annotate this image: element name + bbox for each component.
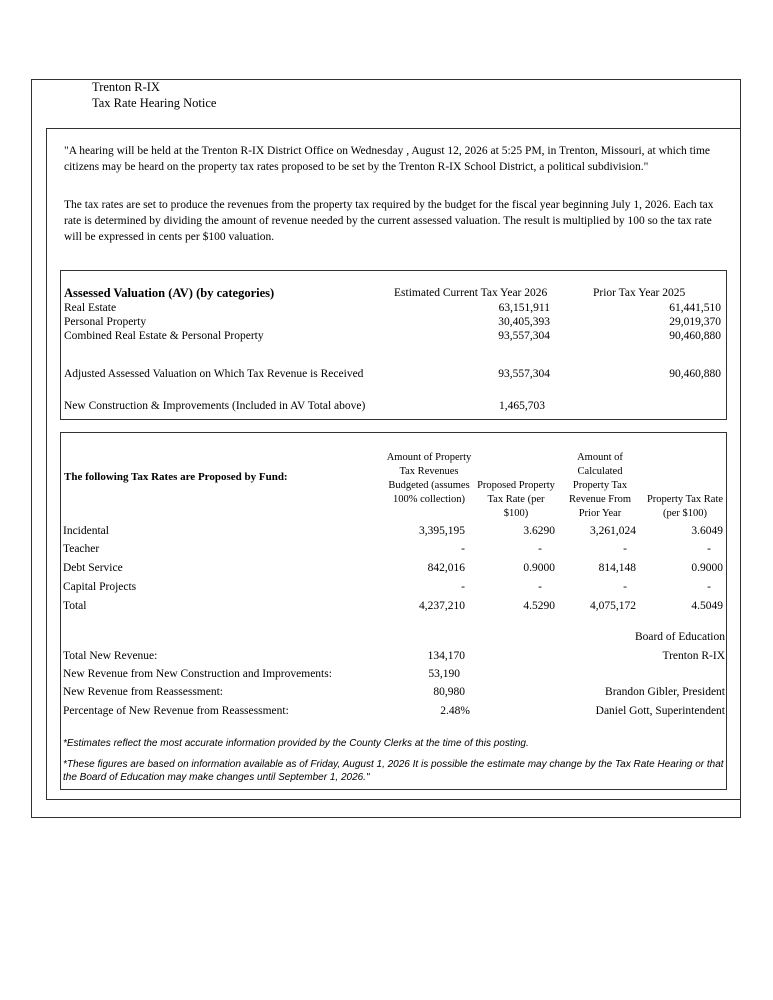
adjusted-av-prior: 90,460,880 xyxy=(669,368,721,380)
rates-heading: The following Tax Rates are Proposed by Fund: xyxy=(64,471,288,483)
valuation-heading: Assessed Valuation (AV) (by categories) xyxy=(64,286,275,300)
adjusted-av-current: 93,557,304 xyxy=(498,368,550,380)
board-superintendent: Daniel Gott, Superintendent xyxy=(595,705,725,717)
valuation-row-prior: 90,460,880 xyxy=(669,330,721,342)
revenue-value: 53,190 xyxy=(428,668,460,680)
fund-budgeted: 3,395,195 xyxy=(419,525,465,537)
fund-prior-revenue: 814,148 xyxy=(598,562,636,574)
revenue-value: 2.48% xyxy=(440,705,470,717)
fund-prior-revenue: 3,261,024 xyxy=(590,525,636,537)
board-name: Board of Education xyxy=(634,631,725,643)
district-name: Trenton R-IX xyxy=(92,80,160,94)
fund-budgeted: 4,237,210 xyxy=(419,600,465,612)
fund-name: Debt Service xyxy=(63,562,123,574)
valuation-row-label: Real Estate xyxy=(64,302,117,314)
fund-name: Total xyxy=(63,600,87,612)
fund-name: Capital Projects xyxy=(63,581,137,593)
board-president: Brandon Gibler, President xyxy=(605,686,725,698)
revenue-label: New Revenue from New Construction and Improvements: xyxy=(63,668,332,680)
valuation-row-current: 63,151,911 xyxy=(498,302,550,314)
fund-budgeted: 842,016 xyxy=(427,562,465,574)
notice-title: Tax Rate Hearing Notice xyxy=(92,96,217,110)
board-district: Trenton R-IX xyxy=(662,650,725,662)
valuation-row-label: Personal Property xyxy=(64,316,147,328)
rates-paragraph: The tax rates are set to produce the revenues from the property tax required by the budget for the fiscal year beginning July 1, 2026. Each tax rate is determined by dividing the amount of revenue needed by the current assessed valuation. The result is multiplied by 100 so the tax rate will be expressed in cents per $100 valuation. xyxy=(64,199,714,243)
fund-budgeted: - xyxy=(461,543,465,555)
valuation-col-prior: Prior Tax Year 2025 xyxy=(593,287,686,299)
valuation-row-prior: 29,019,370 xyxy=(669,316,721,328)
valuation-row-prior: 61,441,510 xyxy=(669,302,721,314)
rates-col-prior-rate: Property Tax Rate (per $100) xyxy=(646,494,724,519)
fund-prior-rate: 4.5049 xyxy=(691,600,723,612)
rates-col-budgeted: Amount of Property Tax Revenues Budgeted (assumes 100% collection) xyxy=(386,452,472,505)
valuation-row-current: 93,557,304 xyxy=(498,330,550,342)
fund-prior-rate: 3.6049 xyxy=(691,525,723,537)
rates-col-proposed: Proposed Property Tax Rate (per $100) xyxy=(477,480,555,519)
fund-proposed-rate: - xyxy=(538,581,542,593)
hearing-paragraph: "A hearing will be held at the Trenton R-IX District Office on Wednesday , August 12, 2026 at 5:25 PM, in Trenton, Missouri, at which time citizens may be heard on the property tax rates proposed to be set by the Trenton R-IX School District, a political subdivision." xyxy=(64,145,711,173)
new-construction-current: 1,465,703 xyxy=(499,400,545,412)
fund-prior-revenue: - xyxy=(623,581,627,593)
valuation-row-current: 30,405,393 xyxy=(498,316,550,328)
fund-prior-rate: - xyxy=(707,543,711,555)
rates-col-prior-revenue: Amount of Calculated Property Tax Revenue From Prior Year xyxy=(568,452,632,519)
new-construction-label: New Construction & Improvements (Included in AV Total above) xyxy=(64,400,366,412)
fund-name: Incidental xyxy=(63,525,109,537)
fund-budgeted: - xyxy=(461,581,465,593)
fund-proposed-rate: 4.5290 xyxy=(523,600,555,612)
fund-prior-revenue: - xyxy=(623,543,627,555)
figures-note: *These figures are based on information available as of Friday, August 1, 2026 It is possible the estimate may change by the Tax Rate Hearing or that the Board of Education may make changes until September 1, 2026." xyxy=(63,759,724,783)
valuation-row-label: Combined Real Estate & Personal Property xyxy=(64,330,264,342)
fund-proposed-rate: 3.6290 xyxy=(523,525,555,537)
valuation-col-current: Estimated Current Tax Year 2026 xyxy=(394,287,548,299)
revenue-label: Percentage of New Revenue from Reassessment: xyxy=(63,705,289,717)
revenue-value: 134,170 xyxy=(427,650,465,662)
revenue-value: 80,980 xyxy=(433,686,465,698)
adjusted-av-label: Adjusted Assessed Valuation on Which Tax Revenue is Received xyxy=(64,368,364,380)
fund-proposed-rate: 0.9000 xyxy=(523,562,555,574)
fund-name: Teacher xyxy=(63,543,100,555)
fund-prior-rate: 0.9000 xyxy=(691,562,723,574)
fund-prior-revenue: 4,075,172 xyxy=(590,600,636,612)
revenue-label: New Revenue from Reassessment: xyxy=(63,686,224,698)
fund-prior-rate: - xyxy=(707,581,711,593)
estimates-note: *Estimates reflect the most accurate information provided by the County Clerks at the time of this posting. xyxy=(63,738,529,749)
fund-proposed-rate: - xyxy=(538,543,542,555)
revenue-label: Total New Revenue: xyxy=(63,650,158,662)
